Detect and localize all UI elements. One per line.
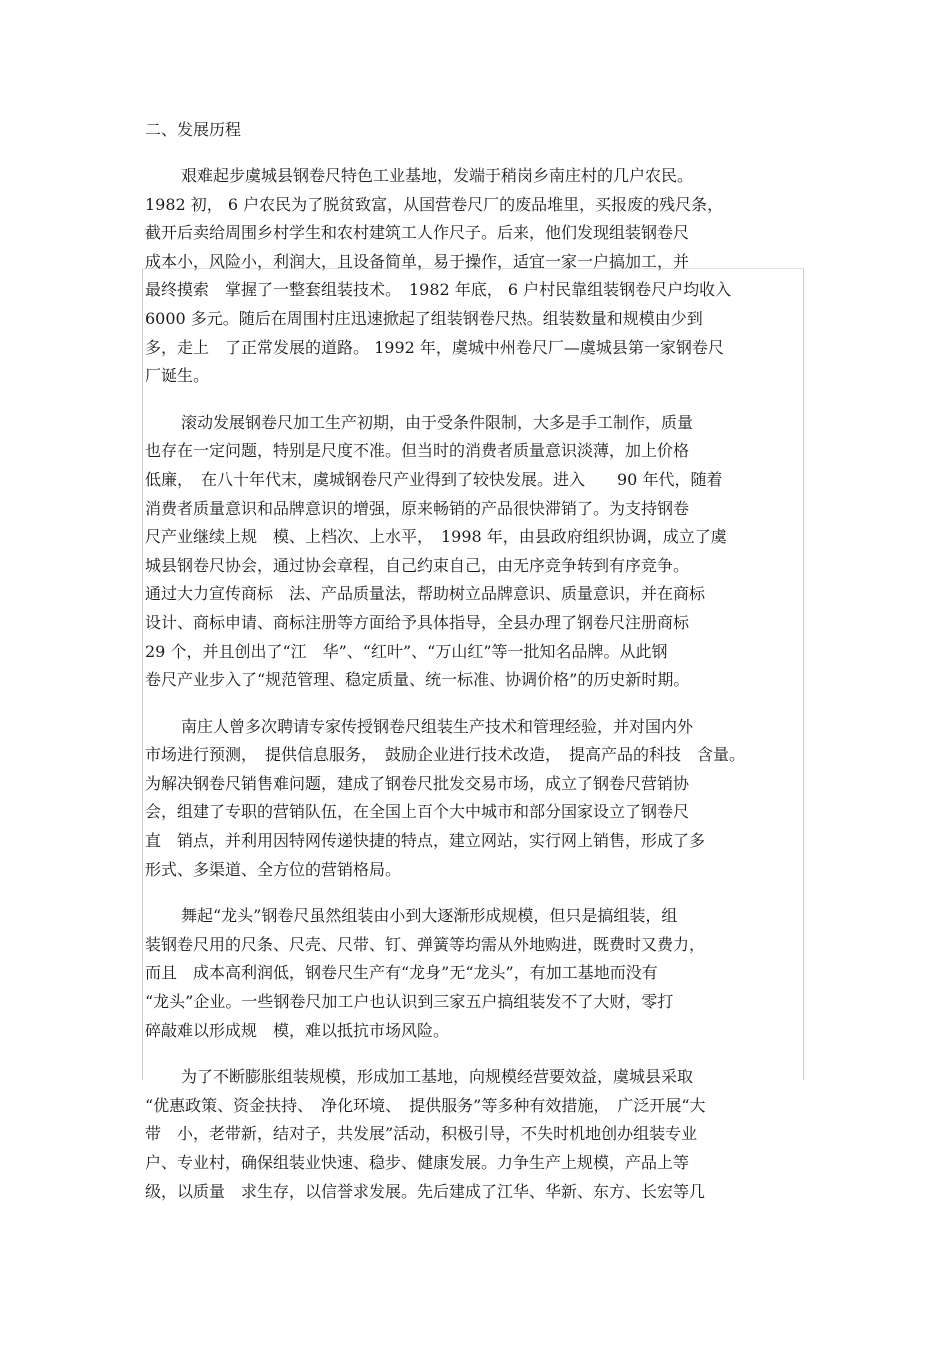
paragraph-line: 艰难起步虞城县钢卷尺特色工业基地，发端于稍岗乡南庄村的几户农民。 bbox=[181, 166, 694, 185]
paragraph-line: 截开后卖给周围乡村学生和农村建筑工人作尺子。后来，他们发现组装钢卷尺 bbox=[145, 223, 690, 243]
paragraph-line: 南庄人曾多次聘请专家传授钢卷尺组装生产技术和管理经验，并对国内外 bbox=[181, 716, 694, 736]
paragraph-origin bbox=[145, 162, 815, 391]
paragraph-line: 卷尺产业步入了“规范管理、稳定质量、统一标准、协调价格”的历史新时期。 bbox=[145, 670, 690, 690]
paragraph-line: 设计、商标申请、商标注册等方面给予具体指导，全县办理了钢卷尺注册商标 bbox=[145, 612, 690, 632]
paragraph-dragon-head bbox=[145, 902, 815, 1045]
paragraph-line: 6000 多元。随后在周围村庄迅速掀起了组装钢卷尺热。组装数量和规模由少到 bbox=[145, 308, 703, 328]
paragraph-line: 户、专业村，确保组装业快速、稳步、健康发展。力争生产上规模，产品上等 bbox=[145, 1153, 690, 1172]
paragraph-line: 碎敲难以形成规 模，难以抵抗市场风险。 bbox=[145, 1020, 450, 1040]
paragraph-line: 带 小，老带新，结对子，共发展”活动，积极引导，不失时机地创办组装专业 bbox=[145, 1124, 698, 1144]
paragraph-line: 成本小，风险小，利润大，且设备简单，易于操作，适宜一家一户搞加工，并 bbox=[145, 251, 690, 271]
paragraph-line: 也存在一定问题，特别是尺度不准。但当时的消费者质量意识淡薄，加上价格 bbox=[145, 441, 690, 461]
paragraph-line: 29 个，并且创出了“江 华”、“红叶”、“万山红”等一批知名品牌。从此钢 bbox=[145, 641, 668, 661]
document-page bbox=[145, 116, 815, 1224]
section-heading: 二、发展历程 bbox=[145, 120, 242, 139]
paragraph-line: 级，以质量 求生存，以信誉求发展。先后建成了江华、华新、东方、长宏等几 bbox=[145, 1181, 706, 1201]
paragraph-line: 低廉， 在八十年代末，虞城钢卷尺产业得到了较快发展。进入 90 年代，随着 bbox=[145, 469, 723, 489]
paragraph-line: “龙头”企业。一些钢卷尺加工户也认识到三家五户搞组装发不了大财，零打 bbox=[145, 992, 674, 1012]
paragraph-line: 滚动发展钢卷尺加工生产初期，由于受条件限制，大多是手工制作，质量 bbox=[181, 412, 694, 432]
paragraph-line: 消费者质量意识和品牌意识的增强，原来畅销的产品很快滞销了。为支持钢卷 bbox=[145, 498, 690, 518]
paragraph-line: 多，走上 了正常发展的道路。 1992 年，虞城中州卷尺厂—虞城县第一家钢卷尺 bbox=[145, 337, 724, 357]
paragraph-rolling-development bbox=[145, 409, 815, 695]
paragraph-line: 而且 成本高利润低，钢卷尺生产有“龙身”无“龙头”，有加工基地而没有 bbox=[145, 963, 658, 983]
paragraph-line: 尺产业继续上规 模、上档次、上水平， 1998 年，由县政府组织协调，成立了虞 bbox=[145, 527, 727, 547]
paragraph-line: 直 销点，并利用因特网传递快捷的特点，建立网站，实行网上销售，形成了多 bbox=[145, 831, 706, 851]
paragraph-expansion bbox=[145, 1063, 815, 1206]
paragraph-line: 为解决钢卷尺销售难问题，建成了钢卷尺批发交易市场，成立了钢卷尺营销协 bbox=[145, 773, 690, 793]
paragraph-line: 城县钢卷尺协会，通过协会章程，自己约束自己，由无序竞争转到有序竞争。 bbox=[145, 555, 690, 575]
paragraph-line: 最终摸索 掌握了一整套组装技术。 1982 年底， 6 户村民靠组装钢卷尺户均收入 bbox=[145, 280, 732, 300]
paragraph-line: 形式、多渠道、全方位的营销格局。 bbox=[145, 859, 402, 879]
paragraph-line: 通过大力宣传商标 法、产品质量法，帮助树立品牌意识、质量意识，并在商标 bbox=[145, 584, 706, 604]
paragraph-line: 市场进行预测， 提供信息服务， 鼓励企业进行技术改造， 提高产品的科技 含量。 bbox=[145, 745, 746, 765]
paragraph-line: 舞起“龙头”钢卷尺虽然组装由小到大逐渐形成规模，但只是搞组装，组 bbox=[181, 906, 678, 926]
paragraph-line: “优惠政策、资金扶持、 净化环境、 提供服务”等多种有效措施， 广泛开展“大 bbox=[145, 1095, 706, 1115]
paragraph-line: 厂诞生。 bbox=[145, 366, 210, 386]
paragraph-line: 1982 初， 6 户农民为了脱贫致富，从国营卷尺厂的废品堆里，买报废的残尺条， bbox=[145, 194, 724, 214]
paragraph-line: 装钢卷尺用的尺条、尺壳、尺带、钉、弹簧等均需从外地购进，既费时又费力， bbox=[145, 934, 706, 954]
paragraph-marketing bbox=[145, 713, 815, 885]
paragraph-line: 为了不断膨胀组装规模，形成加工基地，向规模经营要效益，虞城县采取 bbox=[181, 1067, 694, 1087]
paragraph-line: 会，组建了专职的营销队伍，在全国上百个大中城市和部分国家设立了钢卷尺 bbox=[145, 802, 690, 822]
